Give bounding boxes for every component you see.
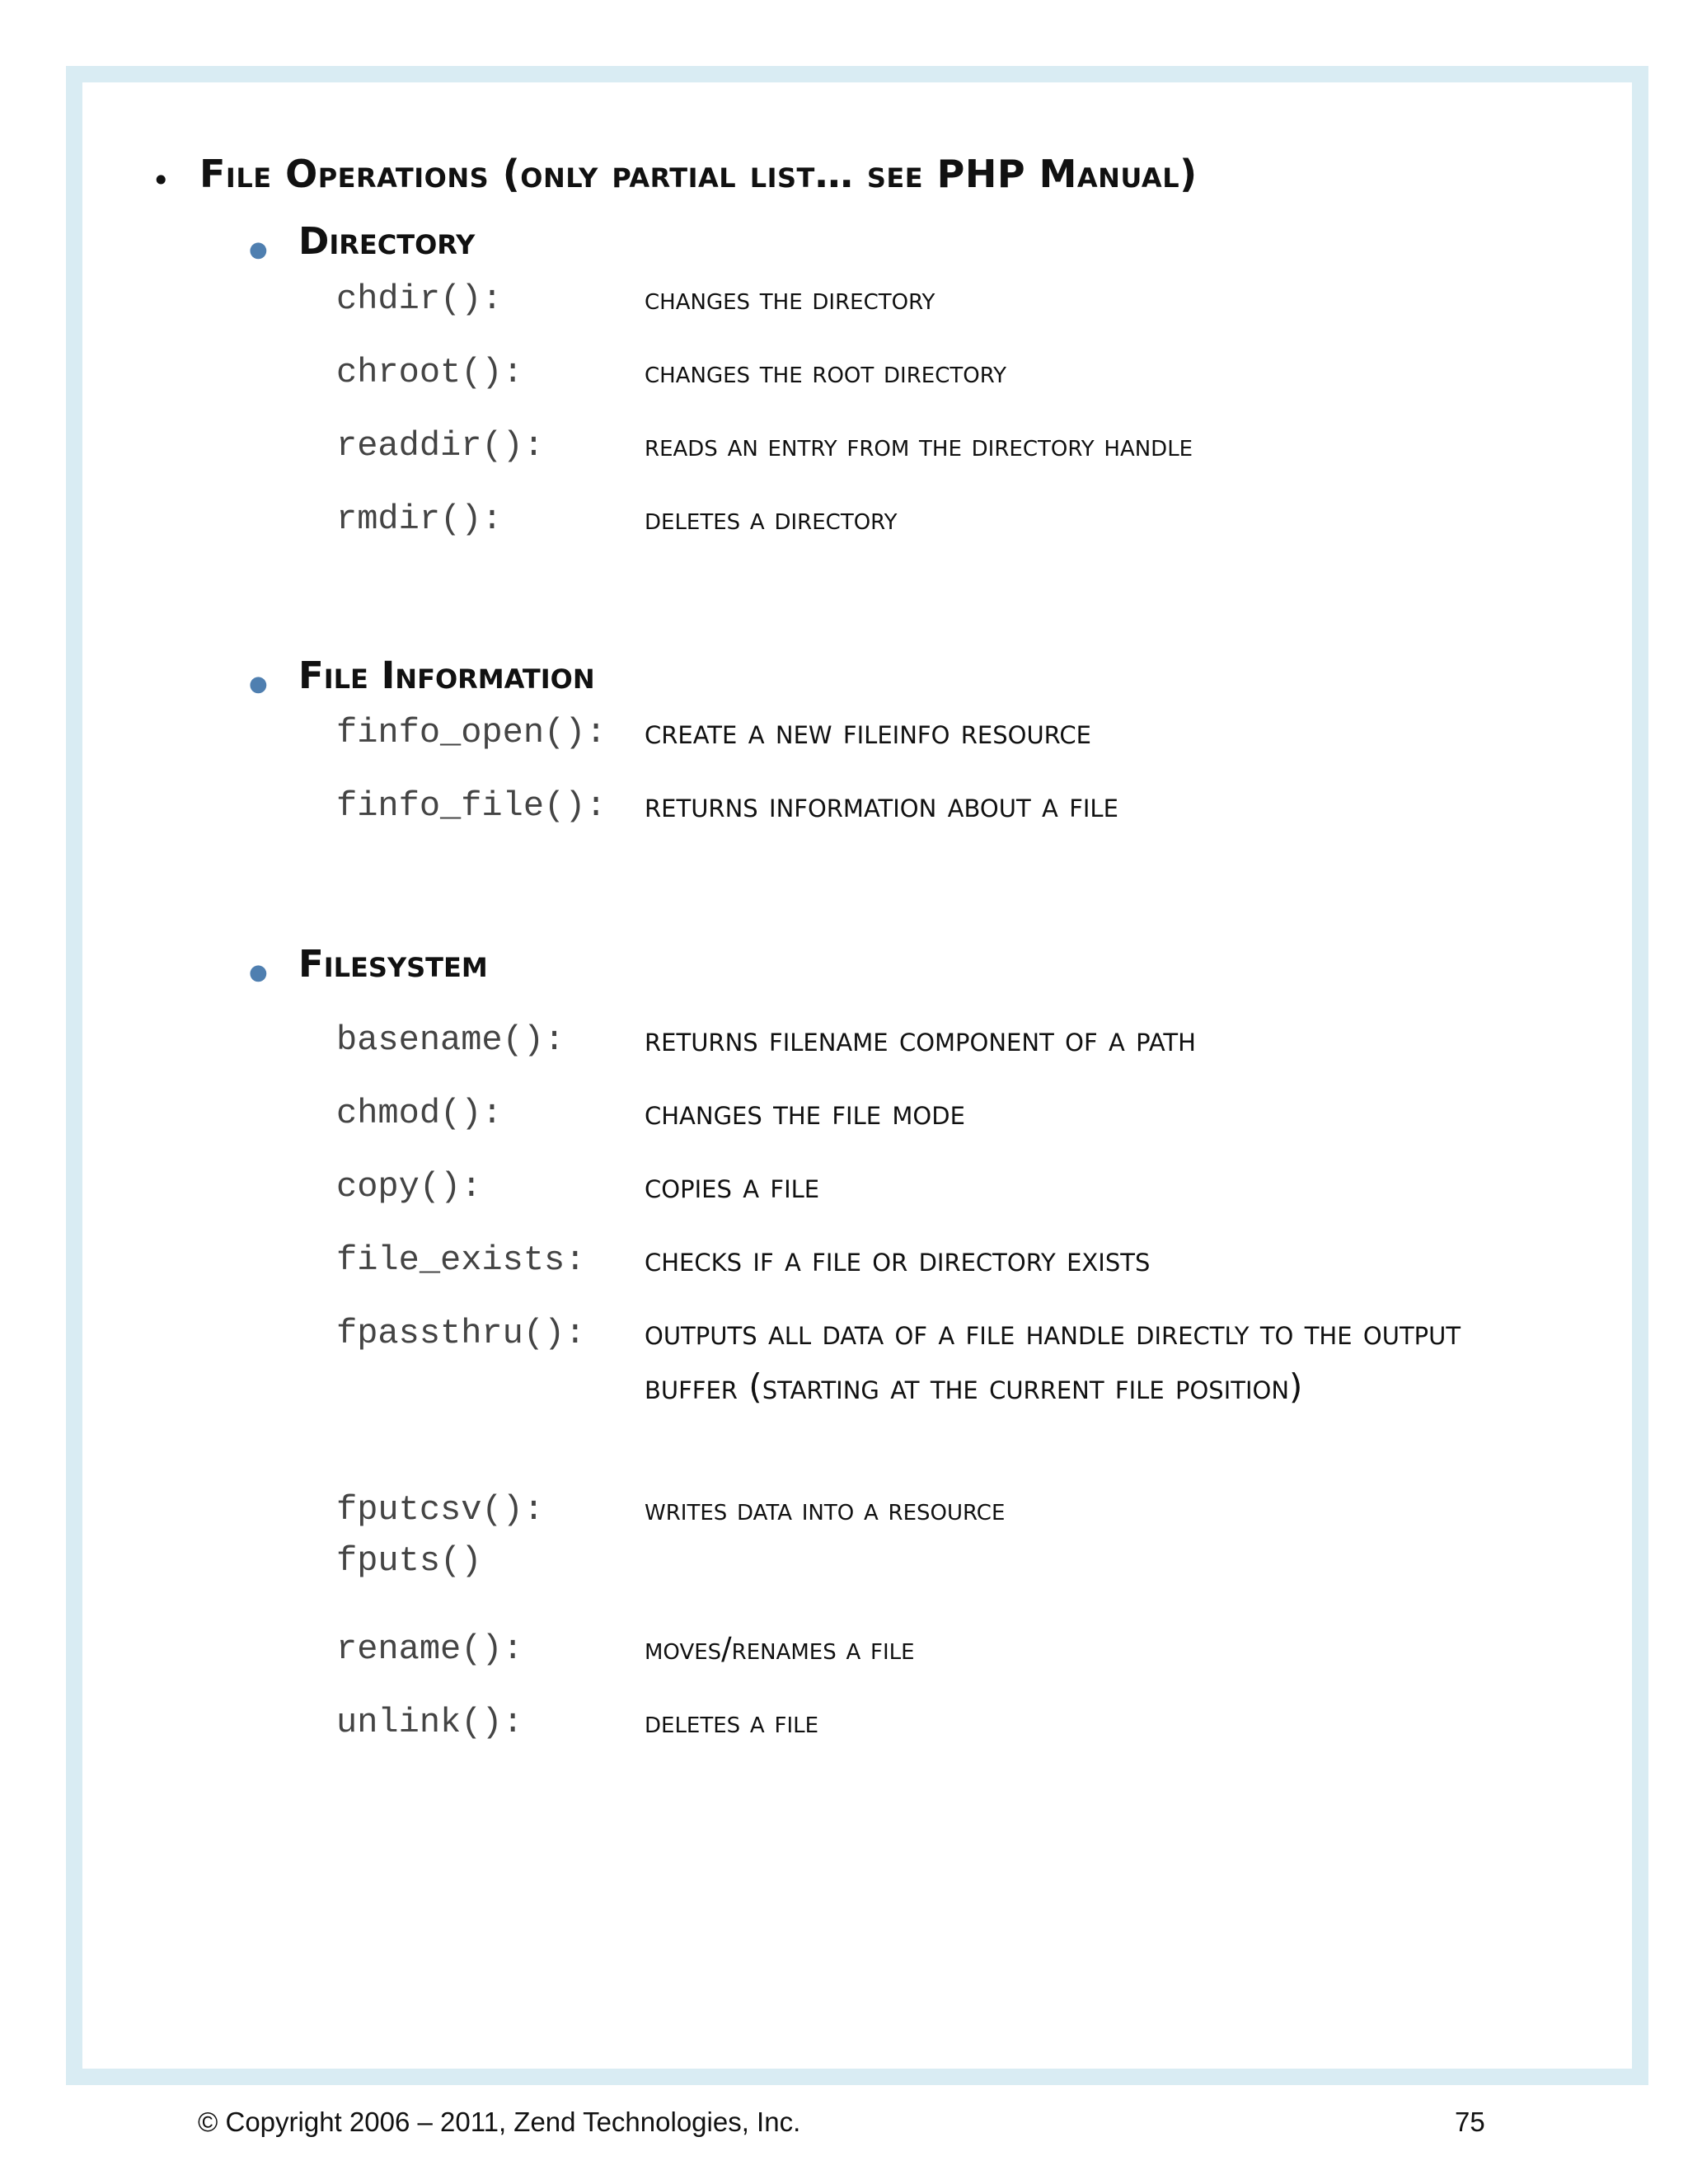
function-name: chroot():	[336, 353, 523, 392]
function-description: checks if a file or directory exists	[645, 1239, 1151, 1279]
footer-copyright: © Copyright 2006 – 2011, Zend Technologies, Inc.	[198, 2107, 801, 2137]
function-name: chmod():	[336, 1094, 503, 1133]
section-title-file-information: File Information	[298, 654, 595, 697]
function-description: writes data into a resource	[645, 1492, 1006, 1527]
function-name: basename():	[336, 1020, 565, 1060]
function-description: returns filename component of a path	[645, 1019, 1196, 1059]
function-name: rmdir():	[336, 499, 503, 539]
page-heading: File Operations (only partial list… see PHP Manual)	[199, 152, 1198, 196]
function-name: finfo_file():	[336, 786, 607, 826]
section-title-directory: Directory	[298, 219, 476, 263]
function-name: chdir():	[336, 279, 503, 319]
function-description: changes the directory	[645, 281, 935, 316]
function-description: deletes a directory	[645, 501, 898, 537]
bullet-icon: ●	[249, 672, 268, 696]
bullet-icon: ●	[249, 960, 268, 985]
function-name: fputs()	[336, 1541, 482, 1581]
function-description: reads an entry from the directory handle	[645, 428, 1193, 463]
function-description: changes the file mode	[645, 1092, 965, 1132]
function-description: outputs all data of a file handle directly to the output buffer (starting at the current file position)	[645, 1312, 1461, 1407]
function-name: unlink():	[336, 1703, 523, 1742]
function-name: readdir():	[336, 426, 545, 466]
function-name: copy():	[336, 1167, 482, 1207]
function-name: fpassthru():	[336, 1314, 586, 1353]
section-title-filesystem: Filesystem	[298, 942, 488, 986]
function-name: finfo_open():	[336, 713, 607, 752]
function-name: rename():	[336, 1629, 523, 1669]
function-description: deletes a file	[645, 1704, 819, 1740]
function-name: file_exists:	[336, 1240, 586, 1280]
bullet-icon: •	[152, 162, 171, 199]
function-description: returns information about a file	[645, 785, 1118, 825]
function-description: moves/renames a file	[645, 1631, 915, 1666]
function-description: copies a file	[645, 1165, 820, 1206]
page-number: 75	[1455, 2107, 1485, 2137]
bullet-icon: ●	[249, 237, 268, 262]
function-description: create a new fileinfo resource	[645, 711, 1091, 752]
function-name: fputcsv():	[336, 1490, 545, 1530]
function-description: changes the root directory	[645, 354, 1007, 390]
